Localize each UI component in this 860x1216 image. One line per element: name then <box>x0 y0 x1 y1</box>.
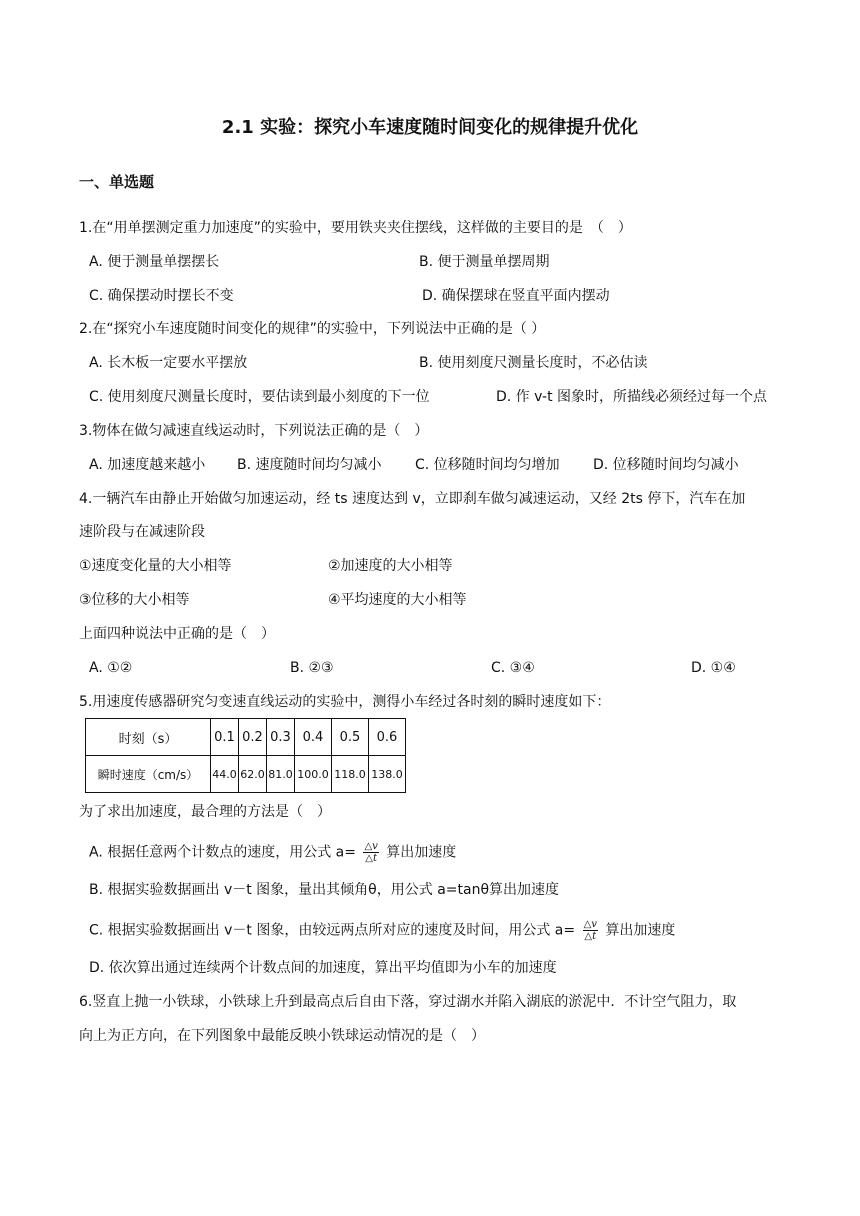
table-cell: 0.2 <box>239 719 267 756</box>
option-text: A. 根据任意两个计数点的速度，用公式 a= <box>89 844 356 861</box>
table-cell: 0.5 <box>332 719 369 756</box>
option-text: C. 根据实验数据画出 v－t 图象，由较远两点所对应的速度及时间，用公式 a= <box>89 922 576 939</box>
table-cell: 0.1 <box>211 719 239 756</box>
question-3-option-c: C. 位移随时间均匀增加 <box>415 457 560 473</box>
section-heading: 一、单选题 <box>79 173 155 191</box>
question-1-option-b: B. 便于测量单摆周期 <box>419 254 550 270</box>
delta-v-over-delta-t-formula <box>363 841 378 864</box>
question-2-option-c: C. 使用刻度尺测量长度时，要估读到最小刻度的下一位 <box>89 389 430 405</box>
question-1-stem: 1.在“用单摆测定重力加速度”的实验中，要用铁夹夹住摆线，这样做的主要目的是 （ ） <box>79 220 632 236</box>
table-cell: 100.0 <box>295 756 332 793</box>
question-4-statement-4: ④平均速度的大小相等 <box>328 592 467 608</box>
velocity-table <box>85 718 406 793</box>
table-cell: 81.0 <box>267 756 295 793</box>
table-row <box>86 756 406 793</box>
table-cell: 0.3 <box>267 719 295 756</box>
question-5-option-c <box>89 919 675 942</box>
option-text: 算出加速度 <box>386 844 457 861</box>
page-title: 2.1 实验：探究小车速度随时间变化的规律提升优化 <box>221 117 639 138</box>
question-6-stem-line-2: 向上为正方向，在下列图象中最能反映小铁球运动情况的是（ ） <box>79 1028 485 1044</box>
question-4-stem-line-1: 4.一辆汽车由静止开始做匀加速运动，经 ts 速度达到 v，立即刹车做匀减速运动，又经 2ts 停下，汽车在加 <box>79 491 746 507</box>
question-2-option-d: D. 作 v-t 图象时，所描线必须经过每一个点 <box>496 389 768 405</box>
question-1-option-d: D. 确保摆球在竖直平面内摆动 <box>422 288 610 304</box>
question-3-option-a: A. 加速度越来越小 <box>89 457 206 473</box>
formula-numerator: △v <box>364 841 378 852</box>
table-cell: 138.0 <box>369 756 406 793</box>
formula-denominator: △t <box>365 853 377 864</box>
table-cell: 62.0 <box>239 756 267 793</box>
question-1-option-c: C. 确保摆动时摆长不变 <box>89 288 234 304</box>
question-2-option-a: A. 长木板一定要水平摆放 <box>89 355 248 371</box>
table-cell: 0.4 <box>295 719 332 756</box>
question-4-prompt: 上面四种说法中正确的是（ ） <box>79 626 275 642</box>
question-5-option-d <box>89 958 557 978</box>
question-5-prompt: 为了求出加速度，最合理的方法是（ ） <box>79 804 331 820</box>
question-4-statement-2: ②加速度的大小相等 <box>328 558 453 574</box>
question-4-statement-3: ③位移的大小相等 <box>79 592 190 608</box>
table-cell: 44.0 <box>211 756 239 793</box>
question-2-option-b: B. 使用刻度尺测量长度时，不必估读 <box>419 355 648 371</box>
table-cell: 118.0 <box>332 756 369 793</box>
question-3-option-b: B. 速度随时间均匀减小 <box>237 457 382 473</box>
table-header-speed: 瞬时速度（cm/s） <box>86 756 211 793</box>
option-text: D. 依次算出通过连续两个计数点间的加速度，算出平均值即为小车的加速度 <box>89 960 557 976</box>
formula-denominator: △t <box>584 931 597 942</box>
question-1-option-a: A. 便于测量单摆摆长 <box>89 254 220 270</box>
question-3-option-d: D. 位移随时间均匀减小 <box>593 457 739 473</box>
question-4-option-c: C. ③④ <box>491 660 535 676</box>
question-4-option-a: A. ①② <box>89 660 133 676</box>
question-2-stem: 2.在“探究小车速度随时间变化的规律”的实验中，下列说法中正确的是（ ） <box>79 321 546 337</box>
question-4-stem-line-2: 速阶段与在减速阶段 <box>79 524 205 540</box>
table-cell: 0.6 <box>369 719 406 756</box>
question-4-option-b: B. ②③ <box>290 660 334 676</box>
question-3-stem: 3.物体在做匀减速直线运动时，下列说法正确的是（ ） <box>79 423 429 439</box>
table-row <box>86 719 406 756</box>
delta-v-over-delta-t-formula <box>583 919 598 942</box>
option-text: B. 根据实验数据画出 v－t 图象，量出其倾角θ，用公式 a=tanθ算出加速度 <box>89 882 560 898</box>
table-header-time: 时刻（s） <box>86 719 211 756</box>
question-4-option-d: D. ①④ <box>691 660 736 676</box>
question-4-statement-1: ①速度变化量的大小相等 <box>79 558 232 574</box>
question-5-option-b <box>89 880 559 900</box>
question-6-stem-line-1: 6.竖直上抛一小铁球，小铁球上升到最高点后自由下落，穿过湖水并陷入湖底的淤泥中．不计空气阻力，取 <box>79 994 737 1010</box>
option-text: 算出加速度 <box>605 922 676 939</box>
formula-numerator: △v <box>583 919 597 930</box>
question-5-option-a <box>89 841 456 864</box>
question-5-stem: 5.用速度传感器研究匀变速直线运动的实验中，测得小车经过各时刻的瞬时速度如下： <box>79 694 611 710</box>
